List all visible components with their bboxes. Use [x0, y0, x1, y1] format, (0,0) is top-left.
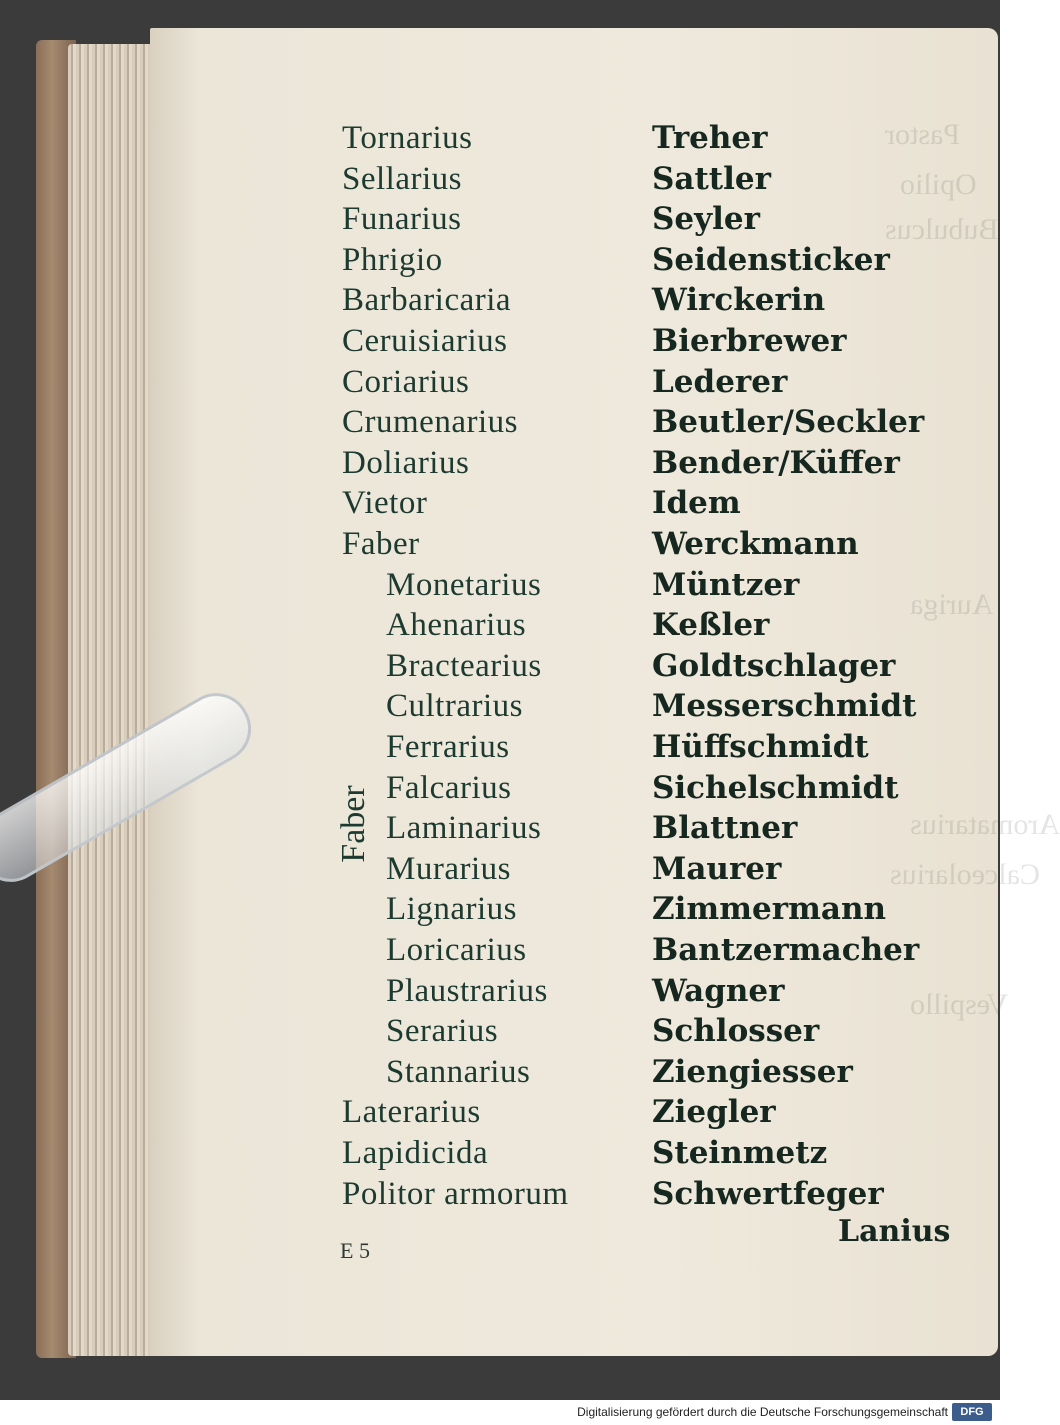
- german-term: Treher: [652, 120, 768, 156]
- latin-term: Ferrarius: [386, 729, 510, 765]
- latin-term: Sellarius: [342, 161, 462, 197]
- german-term: Steinmetz: [652, 1135, 828, 1171]
- latin-term: Murarius: [386, 851, 511, 887]
- latin-term: Laminarius: [386, 810, 542, 846]
- catchword: Lanius: [838, 1214, 951, 1249]
- german-term: Messerschmidt: [652, 688, 917, 724]
- latin-term: Vietor: [342, 485, 428, 521]
- latin-term: Ahenarius: [386, 607, 527, 643]
- latin-term: Politor armorum: [342, 1176, 569, 1212]
- latin-term: Doliarius: [342, 445, 470, 481]
- german-term: Sattler: [652, 161, 771, 197]
- latin-term: Falcarius: [386, 770, 512, 806]
- german-term: Wagner: [652, 973, 785, 1009]
- latin-term: Faber: [342, 526, 420, 562]
- german-term: Bierbrewer: [652, 323, 847, 359]
- latin-term: Coriarius: [342, 364, 470, 400]
- german-term: Müntzer: [652, 567, 800, 603]
- german-term: Schlosser: [652, 1013, 820, 1049]
- faber-bracket-label: Faber: [335, 785, 372, 863]
- german-term: Ziengiesser: [652, 1054, 853, 1090]
- german-term: Werckmann: [652, 526, 859, 562]
- latin-term: Laterarius: [342, 1094, 481, 1130]
- german-term: Zimmermann: [652, 891, 887, 927]
- signature-mark: E 5: [340, 1238, 370, 1263]
- german-term: Sichelschmidt: [652, 770, 899, 806]
- german-term: Seyler: [652, 201, 760, 237]
- latin-term: Bractearius: [386, 648, 542, 684]
- latin-term: Lignarius: [386, 891, 517, 927]
- latin-term: Cultrarius: [386, 688, 523, 724]
- german-term: Bender/Küffer: [652, 445, 900, 481]
- german-term: Wirckerin: [652, 282, 826, 318]
- latin-term: Phrigio: [342, 242, 443, 278]
- latin-term: Funarius: [342, 201, 462, 237]
- latin-term: Tornarius: [342, 120, 473, 156]
- german-term: Ziegler: [652, 1094, 776, 1130]
- german-term: Schwertfeger: [652, 1176, 884, 1212]
- german-term: Goldtschlager: [652, 648, 896, 684]
- latin-term: Crumenarius: [342, 404, 518, 440]
- latin-term: Monetarius: [386, 567, 542, 603]
- german-term: Maurer: [652, 851, 782, 887]
- bleed-through-text: Pastor Opilio Bubulcus Auriga Aromatarius Calceolarius Vespillo: [885, 118, 1060, 1021]
- page-edges: [68, 44, 160, 1356]
- latin-term: Plaustrarius: [386, 973, 548, 1009]
- german-term: Blattner: [652, 810, 798, 846]
- german-term: Keßler: [652, 607, 770, 643]
- footer-credit: Digitalisierung gefördert durch die Deutsche Forschungsgemeinschaft: [577, 1405, 948, 1419]
- german-term: Idem: [652, 485, 741, 521]
- footer-bar: [0, 1400, 1000, 1425]
- dfg-logo: DFG: [952, 1403, 992, 1421]
- german-term: Hüffschmidt: [652, 729, 869, 765]
- latin-term: Barbaricaria: [342, 282, 512, 318]
- latin-term: Stannarius: [386, 1054, 531, 1090]
- german-term: Bantzermacher: [652, 932, 920, 968]
- german-term: Beutler/Seckler: [652, 404, 925, 440]
- german-term: Lederer: [652, 364, 788, 400]
- latin-term: Serarius: [386, 1013, 499, 1049]
- german-term: Seidensticker: [652, 242, 890, 278]
- latin-term: Lapidicida: [342, 1135, 489, 1171]
- latin-term: Ceruisiarius: [342, 323, 508, 359]
- latin-term: Loricarius: [386, 932, 527, 968]
